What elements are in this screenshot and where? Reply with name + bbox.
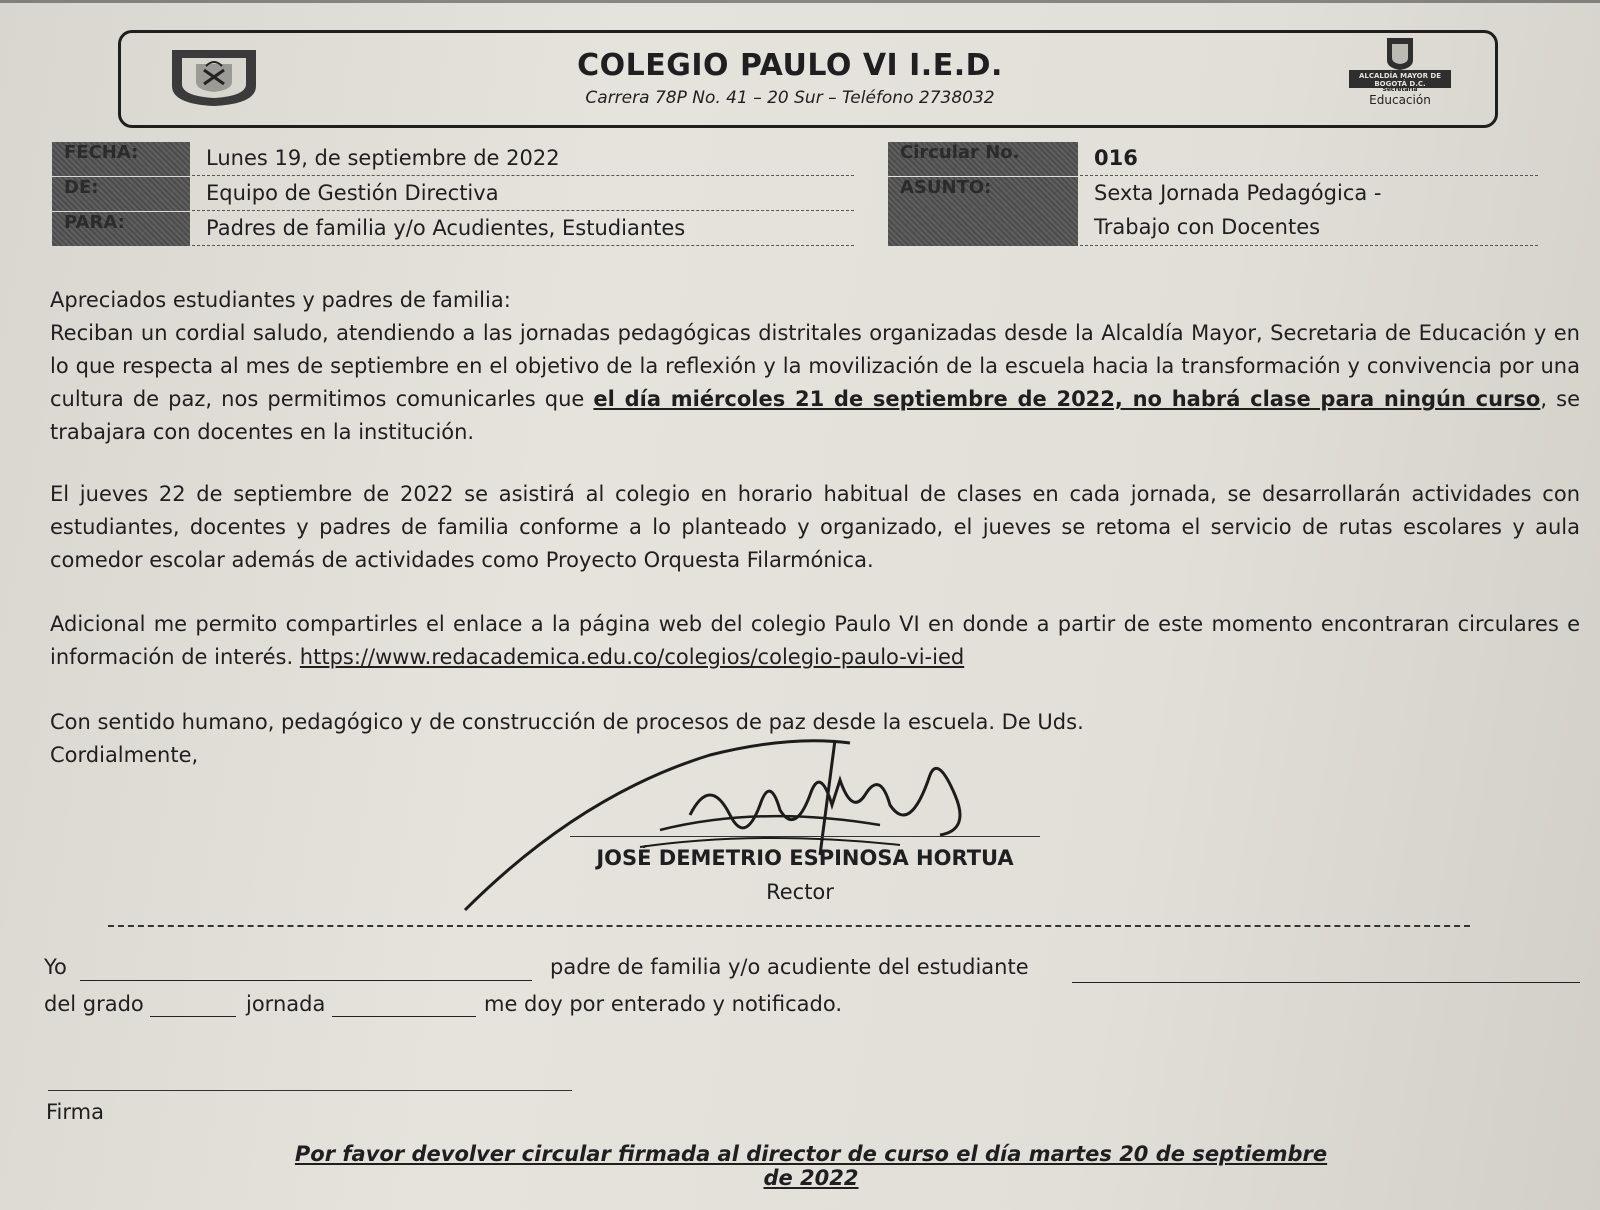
asunto-value-line1: Sexta Jornada Pedagógica - <box>1094 181 1382 205</box>
seal-text-secretaria: Secretaría <box>1382 86 1418 93</box>
circular-number: 016 <box>1080 142 1538 176</box>
signer-name: JOSÉ DEMETRIO ESPINOSA HORTUA <box>596 846 1014 870</box>
school-address: Carrera 78P No. 41 – 20 Sur – Teléfono 2738032 <box>585 88 995 108</box>
seal-text-alcaldia: ALCALDÍA MAYOR DE BOGOTÁ D.C. <box>1358 72 1442 88</box>
paragraph-1-start: Reciban un cordial saludo, atendiendo a las jornadas pedagógicas distritales organizadas desde la Alcaldía Mayor, Secretaria de Educación y en lo que respecta al mes de septiembre en el objetivo de la reflexión y la movilización de la escuela hacia la transformación y convivencia por una cultura de paz, nos permitimos comunicarles que <box>50 321 1580 411</box>
form-jornada-label: jornada <box>246 992 326 1016</box>
para-label: PARA: <box>52 212 190 246</box>
de-label: DE: <box>52 177 190 211</box>
signature-line <box>570 836 1040 837</box>
asunto-label: ASUNTO: <box>888 177 1078 246</box>
paragraph-3 <box>50 608 1580 674</box>
school-name: COLEGIO PAULO VI I.E.D. <box>577 48 1003 83</box>
fecha-label: FECHA: <box>52 142 190 176</box>
return-instructions: Por favor devolver circular firmada al director de curso el día martes 20 de septiembre de 2022 <box>294 1142 1328 1190</box>
de-value: Equipo de Gestión Directiva <box>192 177 854 211</box>
signer-title: Rector <box>766 880 834 904</box>
paragraph-3-start: Adicional me permito compartirles el enlace a la página web del colegio Paulo VI en donde a partir de este momento encontraran circulares e información de interés. <box>50 612 1580 669</box>
closing-line: Con sentido humano, pedagógico y de construcción de procesos de paz desde la escuela. De Uds. <box>50 710 1084 734</box>
circular-label: Circular No. <box>888 142 1078 176</box>
no-class-notice: el día miércoles 21 de septiembre de 2022, no habrá clase para ningún curso <box>593 387 1541 411</box>
parent-name-field[interactable] <box>80 980 532 981</box>
student-name-field[interactable] <box>1072 982 1580 983</box>
shift-field[interactable] <box>332 1016 476 1017</box>
asunto-value-line2: Trabajo con Docentes <box>1080 211 1538 246</box>
form-padre-text: padre de familia y/o acudiente del estudiante <box>550 955 1029 979</box>
tear-off-dashed-line <box>108 925 1470 927</box>
greeting: Apreciados estudiantes y padres de familia: <box>50 288 511 312</box>
school-website-link[interactable]: https://www.redacademica.edu.co/colegios/colegio-paulo-vi-ied <box>299 645 965 669</box>
farewell: Cordialmente, <box>50 743 199 767</box>
school-crest-icon <box>166 46 262 108</box>
paragraph-1 <box>50 317 1580 449</box>
seal-text-educacion: Educación <box>1369 93 1431 107</box>
paragraph-2: El jueves 22 de septiembre de 2022 se asistirá al colegio en horario habitual de clases en cada jornada, se desarrollarán actividades con estudiantes, docentes y padres de familia conforme a lo planteado y organizado, el jueves se retoma el servicio de rutas escolares y aula comedor escolar además de actividades como Proyecto Orquesta Filarmónica. <box>50 482 1580 572</box>
form-notificado-text: me doy por enterado y notificado. <box>484 992 843 1016</box>
form-grado-label: del grado <box>44 992 144 1016</box>
firma-label: Firma <box>46 1100 104 1124</box>
top-edge-line <box>0 0 1600 3</box>
fecha-value: Lunes 19, de septiembre de 2022 <box>192 142 854 176</box>
para-value: Padres de familia y/o Acudientes, Estudiantes <box>192 212 854 246</box>
grade-field[interactable] <box>150 1016 236 1017</box>
form-yo-label: Yo <box>44 955 67 979</box>
firma-signature-field[interactable] <box>48 1090 572 1091</box>
paragraph-1-end: , se trabajara con docentes en la institución. <box>50 387 1580 444</box>
